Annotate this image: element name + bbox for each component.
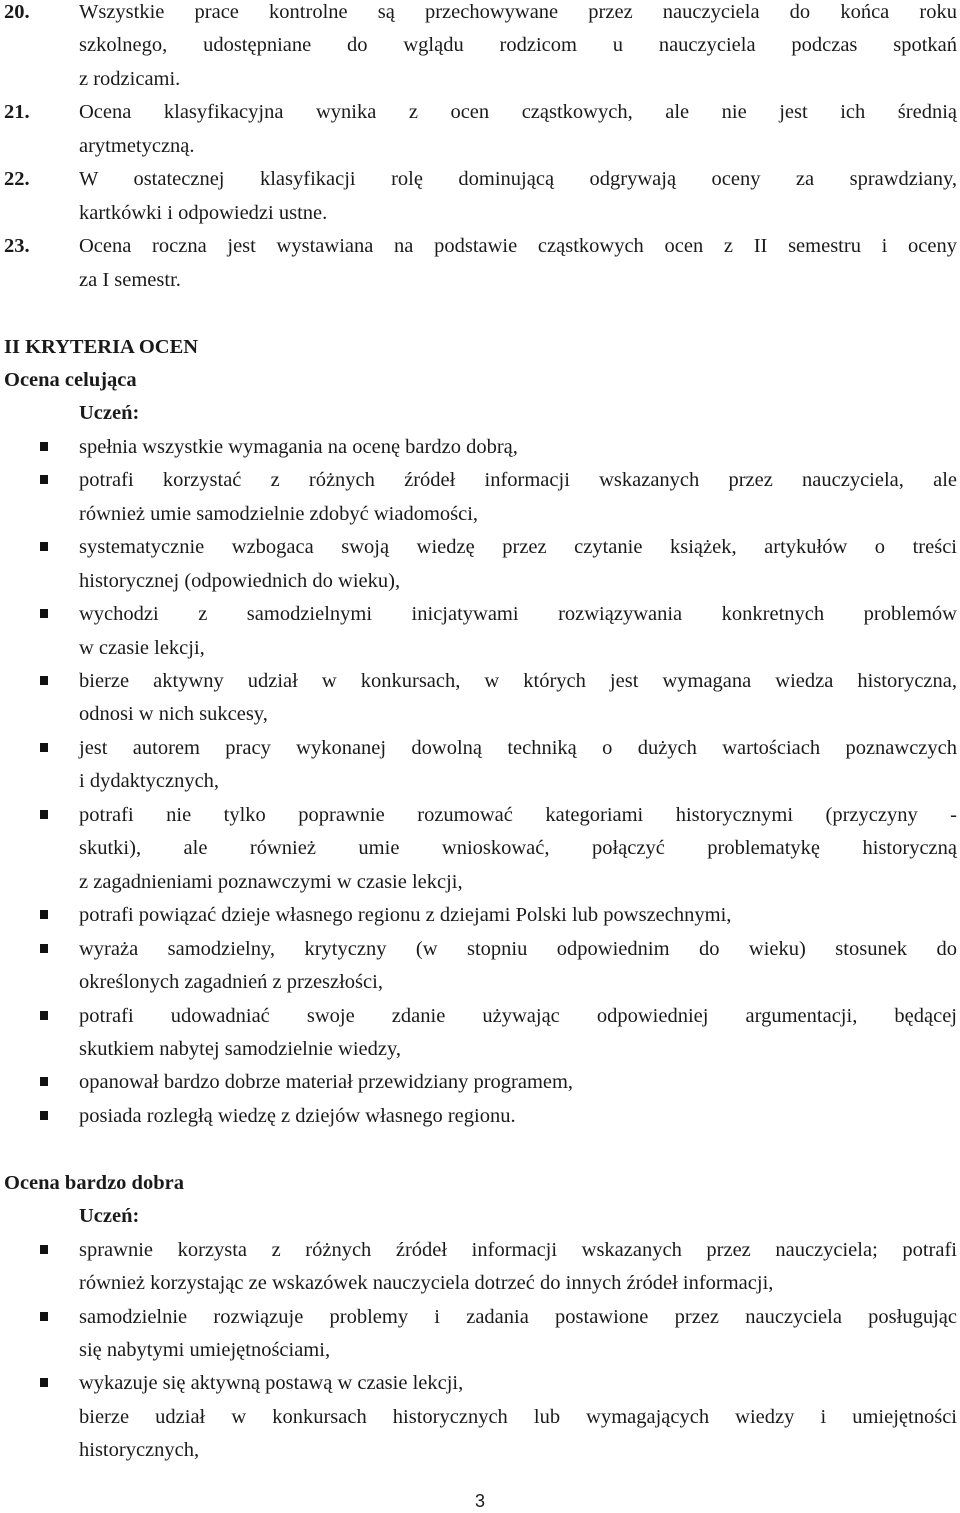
criteria-item-line — [0, 497, 960, 531]
numbered-item-line — [0, 62, 960, 96]
text-line: opanował bardzo dobrze materiał przewidziany programem, — [79, 1071, 574, 1094]
numbered-item-line — [0, 196, 960, 230]
text-line: II KRYTERIA OCEN — [4, 335, 199, 358]
criteria-item-line — [0, 965, 960, 999]
text-line: spełnia wszystkie wymagania na ocenę bardzo dobrą, — [79, 435, 518, 458]
text-line: określonych zagadnień z przeszłości, — [79, 971, 383, 994]
criteria-item-line — [0, 1333, 960, 1367]
criteria-item-line — [0, 1366, 960, 1400]
bullet-square-icon — [40, 1077, 48, 1086]
student-label — [0, 396, 960, 430]
text-line: Ocena roczna jest wystawiana na podstawie cząstkowych ocen z II semestru i oceny — [79, 235, 957, 258]
text-line: skutki), ale również umie wnioskować, połączyć problematykę historyczną — [79, 837, 957, 860]
text-line: odnosi w nich sukcesy, — [79, 703, 268, 726]
text-line: kartkówki i odpowiedzi ustne. — [79, 201, 328, 224]
text-line: skutkiem nabytej samodzielnie wiedzy, — [79, 1037, 402, 1060]
text-line: z rodzicami. — [79, 67, 181, 90]
text-line: i dydaktycznych, — [79, 770, 220, 793]
text-line: wykazuje się aktywną postawą w czasie lekcji, — [79, 1372, 464, 1395]
bullet-square-icon — [40, 676, 48, 685]
bullet-square-icon — [40, 944, 48, 953]
student-label — [0, 1199, 960, 1233]
text-line: również korzystając ze wskazówek nauczyciela dotrzeć do innych źródeł informacji, — [79, 1272, 774, 1295]
text-line: szkolnego, udostępniane do wglądu rodzicom u nauczyciela podczas spotkań — [79, 34, 957, 57]
text-line: bierze aktywny udział w konkursach, w których jest wymagana wiedza historyczna, — [79, 670, 957, 692]
criteria-item-line — [0, 664, 960, 698]
bullet-square-icon — [40, 810, 48, 819]
text-line: Uczeń: — [79, 402, 140, 425]
bullet-square-icon — [40, 475, 48, 484]
text-line: potrafi korzystać z różnych źródeł informacji wskazanych przez nauczyciela, ale — [79, 469, 957, 492]
text-line: samodzielnie rozwiązuje problemy i zadania postawione przez nauczyciela posługując — [79, 1305, 957, 1328]
criteria-item-line — [0, 1300, 960, 1334]
text-line: Ocena klasyfikacyjna wynika z ocen cząstkowych, ale nie jest ich średnią — [79, 101, 957, 124]
bullet-square-icon — [40, 1111, 48, 1120]
text-line: Ocena bardzo dobra — [4, 1171, 184, 1194]
criteria-item-line — [0, 463, 960, 497]
criteria-item-line — [0, 898, 960, 932]
numbered-item-line — [0, 263, 960, 297]
text-line: posiada rozległą wiedzę z dziejów własnego regionu. — [79, 1104, 516, 1127]
text-line: Wszystkie prace kontrolne są przechowywane przez nauczyciela do końca roku — [79, 1, 957, 23]
bullet-square-icon — [40, 743, 48, 752]
bullet-square-icon — [40, 542, 48, 551]
text-line: arytmetyczną. — [79, 134, 195, 157]
page-number: 3 — [474, 1491, 485, 1511]
numbered-item-line — [0, 0, 960, 29]
text-line: wyraża samodzielny, krytyczny (w stopniu odpowiednim do wieku) stosunek do — [79, 937, 957, 960]
text-line: potrafi udowadniać swoje zdanie używając odpowiedniej argumentacji, będącej — [79, 1004, 957, 1027]
bullet-square-icon — [40, 609, 48, 618]
criteria-item-line — [0, 564, 960, 598]
numbered-item-line — [0, 95, 960, 129]
numbered-item-line — [0, 28, 960, 62]
criteria-item-line — [0, 631, 960, 665]
grade-heading — [0, 363, 960, 397]
text-line: się nabytymi umiejętnościami, — [79, 1339, 331, 1361]
criteria-item-line — [0, 530, 960, 564]
criteria-item-line — [0, 1032, 960, 1066]
criteria-item-line — [0, 1065, 960, 1099]
bullet-square-icon — [40, 1378, 48, 1387]
bullet-square-icon — [40, 1312, 48, 1321]
text-line: systematycznie wzbogaca swoją wiedzę przez czytanie książek, artykułów o treści — [79, 536, 957, 559]
bullet-square-icon — [40, 1011, 48, 1020]
text-line: Ocena celująca — [4, 368, 137, 391]
numbered-item-line — [0, 129, 960, 163]
grade-heading — [0, 1166, 960, 1200]
criteria-item-line — [0, 430, 960, 464]
criteria-item-line — [0, 932, 960, 966]
text-line: w czasie lekcji, — [79, 636, 205, 659]
text-line: Uczeń: — [79, 1205, 140, 1228]
bullet-square-icon — [40, 442, 48, 451]
text-line: potrafi powiązać dzieje własnego regionu z dziejami Polski lub powszechnymi, — [79, 904, 732, 927]
text-line: jest autorem pracy wykonanej dowolną techniką o dużych wartościach poznawczych — [79, 736, 957, 759]
numbered-item-line — [0, 162, 960, 196]
criteria-item-line — [0, 764, 960, 798]
text-line: z zagadnieniami poznawczymi w czasie lekcji, — [79, 870, 463, 893]
criteria-item-line — [0, 999, 960, 1033]
item-number: 23. — [4, 235, 30, 258]
criteria-item-line — [0, 798, 960, 832]
criteria-item-line — [0, 865, 960, 899]
criteria-item-line — [0, 1233, 960, 1267]
text-line: bierze udział w konkursach historycznych lub wymagających wiedzy i umiejętności — [79, 1405, 957, 1428]
criteria-item-line — [0, 831, 960, 865]
item-number: 21. — [4, 101, 30, 124]
criteria-item-line — [0, 1099, 960, 1133]
text-line: W ostatecznej klasyfikacji rolę dominującą odgrywają oceny za sprawdziany, — [79, 168, 957, 191]
criteria-item-line — [0, 697, 960, 731]
criteria-item-line — [0, 1433, 960, 1467]
text-line: również umie samodzielnie zdobyć wiadomości, — [79, 502, 479, 525]
text-line: sprawnie korzysta z różnych źródeł informacji wskazanych przez nauczyciela; potrafi — [79, 1238, 957, 1261]
text-line: potrafi nie tylko poprawnie rozumować kategoriami historycznymi (przyczyny - — [79, 803, 957, 826]
bullet-square-icon — [40, 910, 48, 919]
numbered-item-line — [0, 229, 960, 263]
text-line: historycznej (odpowiednich do wieku), — [79, 569, 401, 592]
text-line: historycznych, — [79, 1439, 200, 1462]
criteria-item-line — [0, 731, 960, 765]
item-number: 22. — [4, 168, 30, 191]
criteria-item-line — [0, 597, 960, 631]
criteria-item-line — [0, 1400, 960, 1434]
section-heading — [0, 330, 960, 364]
text-line: za I semestr. — [79, 268, 181, 291]
bullet-square-icon — [40, 1245, 48, 1254]
criteria-item-line — [0, 1266, 960, 1300]
item-number: 20. — [4, 1, 30, 23]
text-line: wychodzi z samodzielnymi inicjatywami rozwiązywania konkretnych problemów — [79, 603, 957, 626]
